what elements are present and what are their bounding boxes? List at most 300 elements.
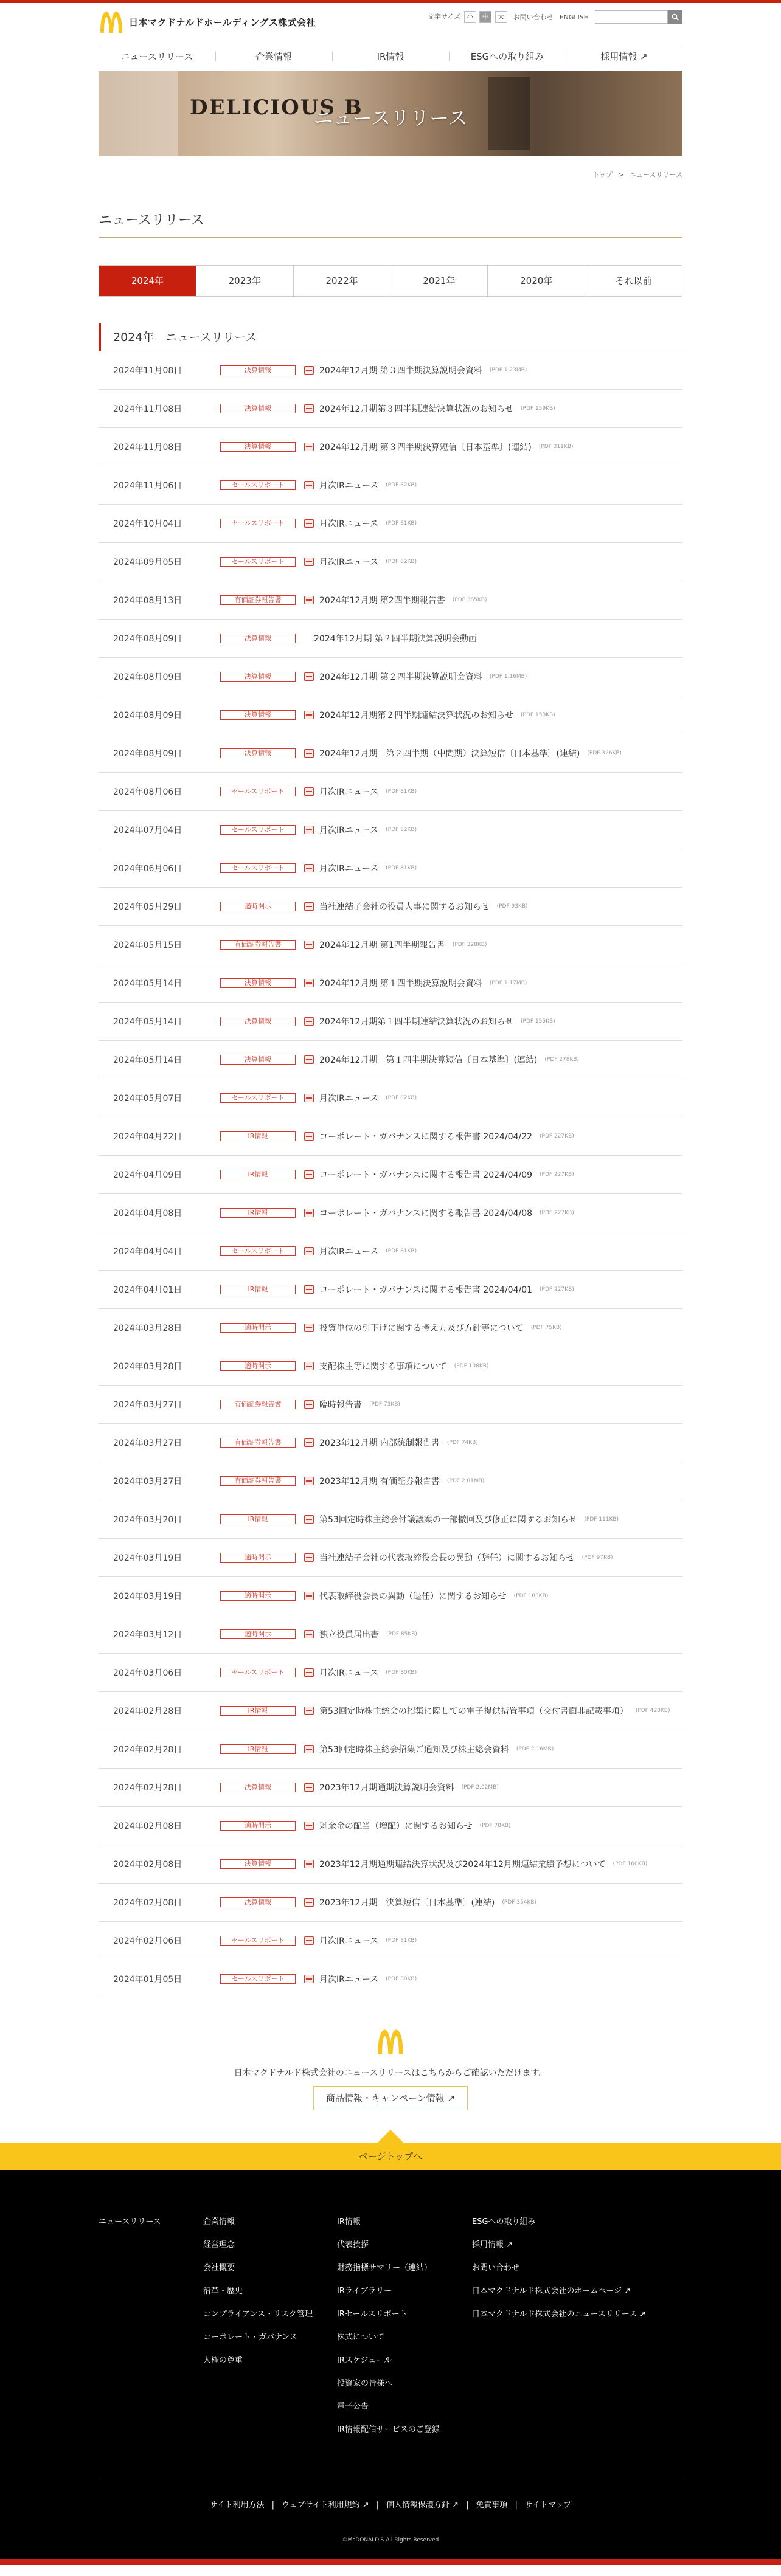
- release-date: 2024年05月15日: [113, 941, 182, 950]
- pdf-icon: [304, 1822, 314, 1830]
- release-date: 2024年03月20日: [113, 1515, 182, 1525]
- release-title-link[interactable]: 月次IRニュース: [319, 1094, 379, 1103]
- file-size: (PDF 73KB): [369, 1401, 400, 1407]
- category-badge: 有価証券報告書: [220, 1476, 296, 1486]
- list-item[interactable]: [99, 428, 682, 466]
- release-title-link[interactable]: 月次IRニュース: [319, 1936, 379, 1946]
- footer-link[interactable]: コーポレート・ガバナンス: [203, 2333, 297, 2342]
- list-item[interactable]: [99, 734, 682, 773]
- footer-link[interactable]: 企業情報: [203, 2217, 235, 2226]
- release-date: 2024年04月08日: [113, 1209, 182, 1218]
- category-badge: 有価証券報告書: [220, 595, 296, 605]
- release-date: 2024年08月09日: [113, 672, 182, 682]
- category-badge: 有価証券報告書: [220, 940, 296, 950]
- release-date: 2024年04月09日: [113, 1170, 182, 1180]
- search-icon: [672, 13, 679, 21]
- file-size: (PDF 81KB): [386, 520, 417, 527]
- file-size: (PDF 82KB): [386, 827, 417, 833]
- pdf-icon: [304, 404, 314, 413]
- release-date: 2024年03月19日: [113, 1592, 182, 1601]
- release-date: 2024年08月09日: [113, 749, 182, 759]
- release-date: 2024年08月13日: [113, 596, 182, 606]
- category-badge: セールスリポート: [220, 1974, 296, 1984]
- file-size: (PDF 81KB): [386, 865, 417, 871]
- release-title-link[interactable]: 月次IRニュース: [319, 787, 379, 797]
- list-item[interactable]: [99, 964, 682, 1003]
- pdf-icon: [304, 1094, 314, 1102]
- hero-title: ニュースリリース: [313, 106, 468, 129]
- list-item[interactable]: [99, 1271, 682, 1309]
- file-size: (PDF 108KB): [454, 1363, 489, 1369]
- release-title-link[interactable]: 2024年12月期 第２四半期決算説明会動画: [314, 634, 477, 644]
- release-title-link[interactable]: コーポレート・ガバナンスに関する報告書 2024/04/22: [319, 1132, 533, 1142]
- list-item[interactable]: [99, 658, 682, 696]
- product-campaign-button[interactable]: 商品情報・キャンペーン情報 ↗: [313, 2086, 468, 2110]
- pdf-icon: [304, 1592, 314, 1600]
- category-badge: セールスリポート: [220, 1093, 296, 1103]
- release-date: 2024年05月14日: [113, 979, 182, 989]
- file-size: (PDF 80KB): [386, 1670, 417, 1676]
- release-title-link[interactable]: 2024年12月期 第1四半期報告書: [319, 941, 445, 950]
- tab-2022[interactable]: 2022年: [293, 266, 390, 296]
- file-size: (PDF 354KB): [502, 1899, 537, 1905]
- release-title-link[interactable]: 月次IRニュース: [319, 1975, 379, 1984]
- footer-col-company: [203, 2216, 337, 2447]
- release-title-link[interactable]: 当社連結子会社の代表取締役会長の異動（辞任）に関するお知らせ: [319, 1553, 575, 1563]
- pdf-icon: [304, 519, 314, 528]
- nav-item-recruit[interactable]: 採用情報 ↗: [566, 46, 682, 67]
- list-item[interactable]: [99, 505, 682, 543]
- release-date: 2024年07月04日: [113, 826, 182, 835]
- breadcrumb-current: ニュースリリース: [630, 171, 682, 179]
- release-date: 2024年05月29日: [113, 902, 182, 912]
- footer-link[interactable]: IR情報: [337, 2217, 361, 2226]
- file-size: (PDF 311KB): [538, 444, 574, 450]
- category-badge: 適時開示: [220, 1821, 296, 1831]
- footer-separator: |: [271, 2501, 275, 2510]
- file-size: (PDF 155KB): [521, 1018, 555, 1024]
- list-item[interactable]: [99, 1615, 682, 1654]
- file-size: (PDF 2.16MB): [516, 1746, 554, 1752]
- file-size: (PDF 80KB): [386, 1976, 417, 1982]
- pdf-icon: [304, 558, 314, 566]
- footer-separator: |: [515, 2501, 518, 2510]
- footer-link[interactable]: IRライブラリー: [337, 2287, 392, 2296]
- footer-link[interactable]: お問い合わせ: [472, 2263, 520, 2273]
- release-date: 2024年03月27日: [113, 1438, 182, 1448]
- list-item[interactable]: [99, 1462, 682, 1500]
- footer-bottom-link[interactable]: ウェブサイト利用規約 ↗: [282, 2501, 369, 2510]
- list-item[interactable]: [99, 849, 682, 888]
- release-date: 2024年11月08日: [113, 366, 182, 376]
- release-date: 2024年03月19日: [113, 1553, 182, 1563]
- font-size-small-button[interactable]: 小: [464, 11, 476, 23]
- release-title-link[interactable]: 2023年12月期 決算短信〔日本基準〕(連結): [319, 1898, 495, 1908]
- pdf-icon: [304, 1017, 314, 1026]
- list-item[interactable]: [99, 926, 682, 964]
- release-title-link[interactable]: 月次IRニュース: [319, 519, 379, 529]
- list-item[interactable]: [99, 696, 682, 734]
- release-title-link[interactable]: 2024年12月期第２四半期連結決算状況のお知らせ: [319, 711, 514, 720]
- pdf-icon: [304, 941, 314, 949]
- file-size: (PDF 1.23MB): [489, 367, 527, 373]
- pdf-icon: [304, 1553, 314, 1562]
- list-item[interactable]: [99, 1079, 682, 1117]
- tab-2020[interactable]: 2020年: [487, 266, 585, 296]
- breadcrumb: [99, 170, 682, 179]
- list-item[interactable]: [99, 1960, 682, 1998]
- pdf-icon: [304, 1745, 314, 1753]
- release-title-link[interactable]: 第53回定時株主総会招集ご通知及び株主総会資料: [319, 1745, 509, 1755]
- font-size-large-button[interactable]: 大: [495, 11, 507, 23]
- footer-link[interactable]: IR情報配信サービスのご登録: [337, 2425, 440, 2434]
- release-date: 2024年04月22日: [113, 1132, 182, 1142]
- list-item[interactable]: [99, 1309, 682, 1347]
- pdf-icon: [304, 1400, 314, 1409]
- category-badge: IR情報: [220, 1744, 296, 1754]
- page-title: ニュースリリース: [99, 210, 682, 238]
- file-size: (PDF 423KB): [635, 1708, 670, 1714]
- release-date: 2024年01月05日: [113, 1975, 182, 1984]
- release-date: 2024年03月28日: [113, 1324, 182, 1333]
- list-item[interactable]: [99, 1654, 682, 1692]
- release-title-link[interactable]: 投資単位の引下げに関する考え方及び方針等について: [319, 1324, 524, 1333]
- pdf-icon: [304, 1477, 314, 1485]
- contact-link[interactable]: お問い合わせ: [513, 13, 554, 21]
- release-title-link[interactable]: 月次IRニュース: [319, 481, 379, 491]
- release-title-link[interactable]: 2024年12月期 第３四半期決算説明会資料: [319, 366, 482, 376]
- footer-link[interactable]: 電子公告: [337, 2402, 369, 2411]
- release-title-link[interactable]: 2024年12月期 第１四半期決算短信〔日本基準〕(連結): [319, 1055, 538, 1065]
- category-badge: IR情報: [220, 1131, 296, 1141]
- pdf-icon: [304, 1515, 314, 1524]
- news-cta: [99, 2028, 682, 2110]
- pdf-icon: [304, 672, 314, 681]
- global-nav: [99, 46, 682, 67]
- file-size: (PDF 82KB): [386, 559, 417, 565]
- list-item[interactable]: [99, 1424, 682, 1462]
- category-badge: 決算情報: [220, 404, 296, 413]
- footer-bottom-link[interactable]: サイト利用方法: [209, 2501, 265, 2510]
- list-item[interactable]: [99, 1922, 682, 1960]
- category-badge: 決算情報: [220, 1897, 296, 1907]
- pdf-icon: [304, 1668, 314, 1677]
- list-item[interactable]: [99, 811, 682, 849]
- release-title-link[interactable]: 支配株主等に関する事項について: [319, 1362, 447, 1372]
- footer-links: [0, 2498, 781, 2510]
- golden-arches-icon: [373, 2028, 408, 2056]
- pdf-icon: [304, 826, 314, 834]
- category-badge: 決算情報: [220, 710, 296, 720]
- pdf-icon: [304, 1132, 314, 1141]
- release-date: 2024年02月08日: [113, 1860, 182, 1870]
- release-date: 2024年03月27日: [113, 1477, 182, 1487]
- footer-link[interactable]: 日本マクドナルド株式会社のホームページ ↗: [472, 2287, 631, 2296]
- release-title-link[interactable]: 独立役員届出書: [319, 1630, 379, 1640]
- file-size: (PDF 227KB): [540, 1172, 574, 1178]
- release-title-link[interactable]: 2023年12月期 有価証券報告書: [319, 1477, 440, 1487]
- category-badge: セールスリポート: [220, 863, 296, 873]
- release-title-link[interactable]: 代表取締役会長の異動（退任）に関するお知らせ: [319, 1592, 507, 1601]
- list-item[interactable]: [99, 1769, 682, 1807]
- nav-item-esg[interactable]: ESGへの取り組み: [449, 46, 566, 67]
- pdf-icon: [304, 481, 314, 489]
- release-title-link[interactable]: 第53回定時株主総会の招集に際しての電子提供措置事項（交付書面非記載事項）: [319, 1707, 628, 1716]
- list-item[interactable]: [99, 1730, 682, 1769]
- footer-link[interactable]: IRスケジュール: [337, 2356, 392, 2365]
- file-size: (PDF 78KB): [479, 1823, 511, 1829]
- release-date: 2024年02月06日: [113, 1936, 182, 1946]
- file-size: (PDF 82KB): [386, 1095, 417, 1101]
- list-item[interactable]: [99, 1232, 682, 1271]
- list-item[interactable]: [99, 543, 682, 581]
- page-top-button[interactable]: ページトップへ: [0, 2143, 781, 2170]
- pdf-icon: [304, 1362, 314, 1370]
- cta-text: 日本マクドナルド株式会社のニュースリリースはこちらからご確認いただけます。: [234, 2068, 547, 2078]
- utility-nav: [428, 10, 682, 24]
- release-title-link[interactable]: 第53回定時株主総会付議議案の一部撤回及び修正に関するお知らせ: [319, 1515, 577, 1525]
- footer-link[interactable]: 経営理念: [203, 2240, 235, 2250]
- release-title-link[interactable]: 2023年12月期通期決算説明会資料: [319, 1783, 454, 1793]
- footer-col-ir: [337, 2216, 472, 2447]
- release-title-link[interactable]: 2024年12月期 第２四半期決算説明会資料: [319, 672, 482, 682]
- release-title-link[interactable]: コーポレート・ガバナンスに関する報告書 2024/04/09: [319, 1170, 533, 1180]
- footer-bottom-link[interactable]: サイトマップ: [524, 2501, 572, 2510]
- company-name: 日本マクドナルドホールディングス株式会社: [129, 16, 316, 28]
- footer-link[interactable]: 人権の尊重: [203, 2356, 243, 2365]
- list-item[interactable]: [99, 466, 682, 505]
- list-item[interactable]: [99, 1117, 682, 1156]
- category-badge: 決算情報: [220, 365, 296, 375]
- footer-link[interactable]: ニュースリリース: [99, 2217, 161, 2226]
- category-badge: IR情報: [220, 1706, 296, 1716]
- file-size: (PDF 97KB): [581, 1555, 613, 1561]
- release-title-link[interactable]: コーポレート・ガバナンスに関する報告書 2024/04/01: [319, 1285, 533, 1295]
- pdf-icon: [304, 366, 314, 375]
- pdf-icon: [304, 1209, 314, 1217]
- pdf-icon: [304, 1783, 314, 1792]
- file-size: (PDF 81KB): [386, 1248, 417, 1254]
- pdf-icon: [304, 1707, 314, 1715]
- tab-2024[interactable]: 2024年: [99, 266, 196, 296]
- breadcrumb-separator: >: [618, 171, 624, 179]
- list-item[interactable]: [99, 1386, 682, 1424]
- nav-item-ir[interactable]: IR情報: [332, 46, 449, 67]
- footer-link[interactable]: 代表挨拶: [337, 2240, 369, 2250]
- release-date: 2024年11月08日: [113, 404, 182, 414]
- pdf-icon: [304, 711, 314, 719]
- file-size: (PDF 93KB): [496, 903, 528, 910]
- file-size: (PDF 81KB): [386, 1938, 417, 1944]
- footer-link[interactable]: 株式について: [337, 2333, 384, 2342]
- footer-bottom-link[interactable]: 個人情報保護方針 ↗: [386, 2501, 459, 2510]
- list-item[interactable]: [99, 1539, 682, 1577]
- list-item[interactable]: [99, 773, 682, 811]
- release-date: 2024年05月07日: [113, 1094, 182, 1103]
- footer-link[interactable]: コンプライアンス・リスク管理: [203, 2310, 313, 2319]
- category-badge: セールスリポート: [220, 480, 296, 490]
- release-title-link[interactable]: 2024年12月期第１四半期連結決算状況のお知らせ: [319, 1017, 514, 1027]
- release-title-link[interactable]: 月次IRニュース: [319, 1668, 379, 1678]
- release-date: 2024年03月06日: [113, 1668, 182, 1678]
- release-date: 2024年09月05日: [113, 558, 182, 567]
- category-badge: セールスリポート: [220, 1246, 296, 1256]
- release-title-link[interactable]: 臨時報告書: [319, 1400, 362, 1410]
- release-title-link[interactable]: 剰余金の配当（増配）に関するお知らせ: [319, 1822, 473, 1831]
- release-title-link[interactable]: 2024年12月期 第2四半期報告書: [319, 596, 445, 606]
- release-date: 2024年08月09日: [113, 711, 182, 720]
- footer-separator: |: [466, 2501, 469, 2510]
- category-badge: セールスリポート: [220, 787, 296, 796]
- pdf-icon: [304, 749, 314, 758]
- category-badge: 決算情報: [220, 634, 296, 643]
- release-title-link[interactable]: 月次IRニュース: [319, 864, 379, 874]
- release-title-link[interactable]: 月次IRニュース: [319, 558, 379, 567]
- release-date: 2024年11月06日: [113, 481, 182, 491]
- tab-earlier[interactable]: それ以前: [585, 266, 682, 296]
- nav-item-company[interactable]: 企業情報: [215, 46, 332, 67]
- pdf-icon: [304, 1898, 314, 1907]
- release-date: 2024年06月06日: [113, 864, 182, 874]
- site-footer: [0, 2170, 781, 2559]
- file-size: (PDF 2.01MB): [446, 1478, 485, 1484]
- nav-item-news[interactable]: ニュースリリース: [120, 51, 193, 62]
- release-date: 2024年03月12日: [113, 1630, 182, 1640]
- list-item[interactable]: [99, 1692, 682, 1730]
- list-item[interactable]: [99, 888, 682, 926]
- category-badge: セールスリポート: [220, 519, 296, 528]
- pdf-icon: [304, 1324, 314, 1332]
- list-item[interactable]: [99, 1500, 682, 1539]
- pdf-icon: [304, 787, 314, 796]
- list-item[interactable]: [99, 1194, 682, 1232]
- release-date: 2024年04月04日: [113, 1247, 182, 1257]
- footer-link[interactable]: ESGへの取り組み: [472, 2217, 536, 2226]
- list-item[interactable]: [99, 390, 682, 428]
- category-badge: 決算情報: [220, 1783, 296, 1792]
- release-date: 2024年02月28日: [113, 1745, 182, 1755]
- file-size: (PDF 328KB): [452, 942, 487, 948]
- category-badge: セールスリポート: [220, 1936, 296, 1946]
- bottom-accent-bar: [0, 2559, 781, 2565]
- list-item[interactable]: [99, 1003, 682, 1041]
- file-size: (PDF 103KB): [513, 1593, 549, 1599]
- list-item[interactable]: [99, 1845, 682, 1884]
- release-list: [99, 351, 682, 1998]
- file-size: (PDF 85KB): [386, 1631, 417, 1637]
- release-date: 2024年08月09日: [113, 634, 182, 644]
- search-button[interactable]: [668, 10, 682, 24]
- footer-separator: |: [376, 2501, 380, 2510]
- file-size: (PDF 326KB): [587, 750, 622, 756]
- hero-banner: [99, 71, 682, 156]
- golden-arches-icon: [99, 10, 124, 34]
- site-header: [99, 3, 682, 29]
- file-size: (PDF 1.17MB): [489, 980, 527, 986]
- list-item[interactable]: [99, 581, 682, 620]
- footer-col-news: [99, 2216, 203, 2447]
- file-size: (PDF 74KB): [446, 1440, 478, 1446]
- pdf-icon: [304, 864, 314, 872]
- category-badge: 決算情報: [220, 1055, 296, 1065]
- file-size: (PDF 1.16MB): [489, 674, 527, 680]
- pdf-icon: [304, 902, 314, 911]
- list-item[interactable]: [99, 1807, 682, 1845]
- category-badge: 決算情報: [220, 748, 296, 758]
- file-size: (PDF 75KB): [530, 1325, 562, 1331]
- pdf-icon: [304, 1247, 314, 1255]
- pdf-icon: [304, 596, 314, 604]
- category-badge: IR情報: [220, 1285, 296, 1294]
- category-badge: 決算情報: [220, 1017, 296, 1026]
- english-link[interactable]: ENGLISH: [559, 13, 589, 21]
- release-title-link[interactable]: 月次IRニュース: [319, 826, 379, 835]
- footer-link[interactable]: IRセールスリポート: [337, 2310, 408, 2319]
- release-title-link[interactable]: コーポレート・ガバナンスに関する報告書 2024/04/08: [319, 1209, 533, 1218]
- release-title-link[interactable]: 2024年12月期 第３四半期決算短信〔日本基準〕(連結): [319, 443, 532, 452]
- footer-link[interactable]: 会社概要: [203, 2263, 235, 2273]
- breadcrumb-home[interactable]: トップ: [592, 171, 613, 179]
- category-badge: 決算情報: [220, 442, 296, 452]
- footer-link[interactable]: 採用情報 ↗: [472, 2240, 513, 2250]
- release-title-link[interactable]: 月次IRニュース: [319, 1247, 379, 1257]
- list-item[interactable]: [99, 620, 682, 658]
- footer-link[interactable]: 沿革・歴史: [203, 2287, 243, 2296]
- footer-columns: [99, 2170, 682, 2447]
- category-badge: 決算情報: [220, 1859, 296, 1869]
- footer-link[interactable]: 財務指標サマリー（連結）: [337, 2263, 432, 2273]
- section-title: 2024年 ニュースリリース: [99, 323, 682, 351]
- footer-bottom-link[interactable]: 免責事項: [476, 2501, 508, 2510]
- file-size: (PDF 111KB): [584, 1516, 619, 1522]
- file-size: (PDF 82KB): [386, 482, 417, 488]
- category-badge: 適時開示: [220, 1629, 296, 1639]
- logo[interactable]: [99, 10, 316, 34]
- footer-link[interactable]: 日本マクドナルド株式会社のニュースリリース ↗: [472, 2310, 647, 2319]
- file-size: (PDF 2.02MB): [461, 1784, 499, 1790]
- list-item[interactable]: [99, 1041, 682, 1079]
- tab-2023[interactable]: 2023年: [196, 266, 293, 296]
- release-date: 2024年02月08日: [113, 1898, 182, 1908]
- font-size-label: 文字サイズ 小 中 大: [428, 11, 507, 23]
- font-size-medium-button[interactable]: 中: [479, 11, 491, 23]
- pdf-icon: [304, 1975, 314, 1983]
- list-item[interactable]: [99, 351, 682, 390]
- pdf-icon: [304, 1285, 314, 1294]
- release-title-link[interactable]: 2024年12月期 第１四半期決算説明会資料: [319, 979, 482, 989]
- list-item[interactable]: [99, 1884, 682, 1922]
- list-item[interactable]: [99, 1577, 682, 1615]
- list-item[interactable]: [99, 1156, 682, 1194]
- release-title-link[interactable]: 当社連結子会社の役員人事に関するお知らせ: [319, 902, 490, 912]
- search-input[interactable]: [595, 10, 668, 24]
- footer-col-other: [472, 2216, 682, 2447]
- release-date: 2024年04月01日: [113, 1285, 182, 1295]
- release-title-link[interactable]: 2023年12月期 内部統制報告書: [319, 1438, 440, 1448]
- pdf-icon: [304, 1630, 314, 1638]
- release-date: 2024年02月28日: [113, 1783, 182, 1793]
- release-title-link[interactable]: 2024年12月期第３四半期連結決算状況のお知らせ: [319, 404, 514, 414]
- file-size: (PDF 385KB): [452, 597, 487, 603]
- year-tabs: [99, 265, 682, 297]
- list-item[interactable]: [99, 1347, 682, 1386]
- tab-2021[interactable]: 2021年: [390, 266, 487, 296]
- release-title-link[interactable]: 2023年12月期通期連結決算状況及び2024年12月期連結業績予想について: [319, 1860, 606, 1870]
- category-badge: セールスリポート: [220, 825, 296, 835]
- release-date: 2024年03月28日: [113, 1362, 182, 1372]
- footer-link[interactable]: 投資家の皆様へ: [337, 2379, 393, 2388]
- release-title-link[interactable]: 2024年12月期 第２四半期（中間期）決算短信〔日本基準〕(連結): [319, 749, 580, 759]
